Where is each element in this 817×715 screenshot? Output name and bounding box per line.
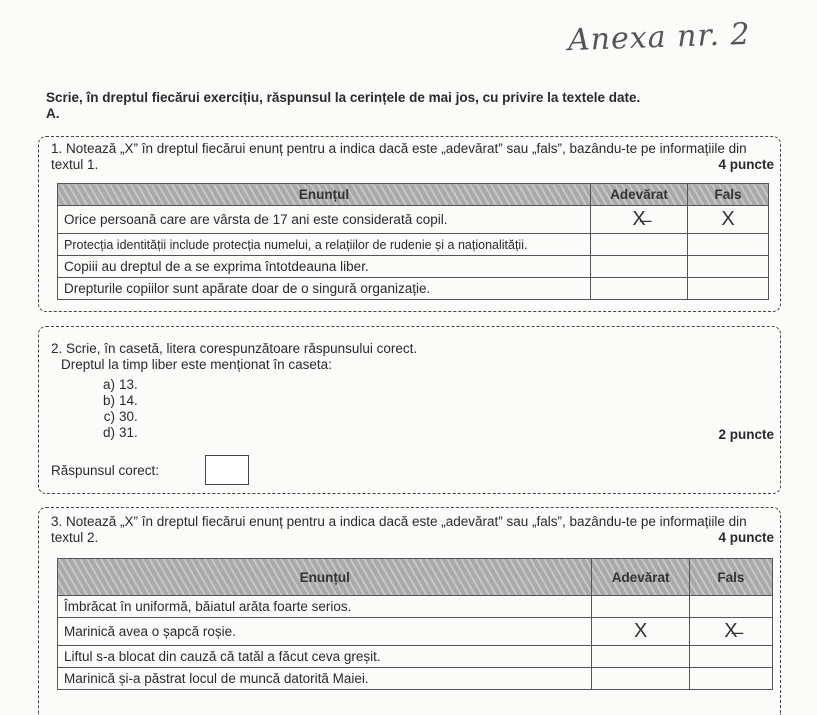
option-letter: a) bbox=[102, 377, 115, 392]
false-cell[interactable] bbox=[689, 596, 772, 618]
false-cell[interactable] bbox=[688, 256, 769, 278]
option-value: 14. bbox=[119, 393, 138, 408]
statement-cell: Marinică și-a păstrat locul de muncă datorită Maiei. bbox=[58, 668, 592, 690]
header-statement: Enunțul bbox=[58, 184, 591, 206]
false-cell[interactable]: X bbox=[688, 206, 769, 234]
answer-box[interactable] bbox=[205, 455, 249, 485]
question-1-points: 4 puncte bbox=[718, 157, 774, 172]
option-value: 31. bbox=[119, 425, 138, 440]
false-cell[interactable]: X̶ bbox=[689, 618, 772, 646]
annex-label: Anexa nr. 2 bbox=[567, 16, 752, 59]
table-row bbox=[58, 278, 769, 300]
statement-cell: Marinică avea o șapcă roșie. bbox=[58, 618, 592, 646]
option-letter: d) bbox=[102, 425, 115, 440]
false-cell[interactable] bbox=[688, 234, 769, 256]
question-3-text: 3. Notează „X” în dreptul fiecărui enunț pentru a indica dacă este „adevărat” sau „fals”, bazându-te pe informațiile din textul 2. bbox=[51, 514, 747, 545]
true-cell[interactable] bbox=[591, 256, 688, 278]
instructions bbox=[46, 90, 640, 122]
statement-cell: Îmbrăcat în uniformă, băiatul arăta foarte serios. bbox=[58, 596, 592, 618]
instruction-text: Scrie, în dreptul fiecărui exercițiu, răspunsul la cerințele de mai jos, cu privire la textele date. bbox=[46, 90, 641, 105]
options-list bbox=[91, 377, 138, 441]
statement-cell: Drepturile copiilor sunt apărate doar de o singură organizație. bbox=[58, 278, 591, 300]
table-row bbox=[58, 234, 769, 256]
question-2-points: 2 puncte bbox=[718, 427, 774, 442]
question-2-box bbox=[38, 326, 781, 494]
answer-label: Răspunsul corect: bbox=[51, 463, 160, 478]
header-false: Fals bbox=[689, 559, 772, 596]
true-cell[interactable] bbox=[592, 668, 689, 690]
false-cell[interactable] bbox=[689, 646, 772, 668]
question-3-points: 4 puncte bbox=[718, 530, 774, 545]
table-row bbox=[58, 646, 773, 668]
option-value: 13. bbox=[119, 377, 138, 392]
statement-cell: Copiii au dreptul de a se exprima întotdeauna liber. bbox=[58, 256, 591, 278]
section-label: A. bbox=[46, 106, 60, 121]
question-2-text: 2. Scrie, în casetă, litera corespunzătoare răspunsului corect. bbox=[51, 341, 418, 356]
false-cell[interactable] bbox=[688, 278, 769, 300]
question-2-subtext: Dreptul la timp liber este menționat în caseta: bbox=[61, 357, 332, 372]
question-3-box bbox=[38, 507, 781, 715]
option-c bbox=[91, 409, 138, 425]
statement-cell: Protecția identității include protecția numelui, a relațiilor de rudenie și a naționalității. bbox=[58, 234, 591, 256]
true-cell[interactable]: X̶ bbox=[591, 206, 688, 234]
table-row bbox=[58, 206, 769, 234]
option-letter: b) bbox=[102, 393, 115, 408]
true-cell[interactable] bbox=[592, 646, 689, 668]
option-a bbox=[91, 377, 138, 393]
false-cell[interactable] bbox=[689, 668, 772, 690]
table-row bbox=[58, 256, 769, 278]
header-true: Adevărat bbox=[592, 559, 689, 596]
question-3-table bbox=[57, 558, 773, 690]
true-cell[interactable] bbox=[591, 278, 688, 300]
header-statement: Enunțul bbox=[58, 559, 592, 596]
header-false: Fals bbox=[688, 184, 769, 206]
option-letter: c) bbox=[103, 409, 115, 424]
table-row bbox=[58, 596, 773, 618]
option-d bbox=[91, 425, 138, 441]
table-row bbox=[58, 668, 773, 690]
question-1-table bbox=[57, 183, 769, 300]
table-row bbox=[58, 618, 773, 646]
statement-cell: Orice persoană care are vârsta de 17 ani este considerată copil. bbox=[58, 206, 591, 234]
true-cell[interactable] bbox=[591, 234, 688, 256]
question-1-text: 1. Notează „X” în dreptul fiecărui enunț pentru a indica dacă este „adevărat” sau „fals”, bazându-te pe informațiile din textul 1. bbox=[51, 141, 747, 172]
true-cell[interactable]: X bbox=[592, 618, 689, 646]
question-1-box bbox=[38, 136, 781, 312]
header-true: Adevărat bbox=[591, 184, 688, 206]
option-value: 30. bbox=[119, 409, 138, 424]
true-cell[interactable] bbox=[592, 596, 689, 618]
statement-cell: Liftul s-a blocat din cauză că tatăl a făcut ceva greșit. bbox=[58, 646, 592, 668]
option-b bbox=[91, 393, 138, 409]
